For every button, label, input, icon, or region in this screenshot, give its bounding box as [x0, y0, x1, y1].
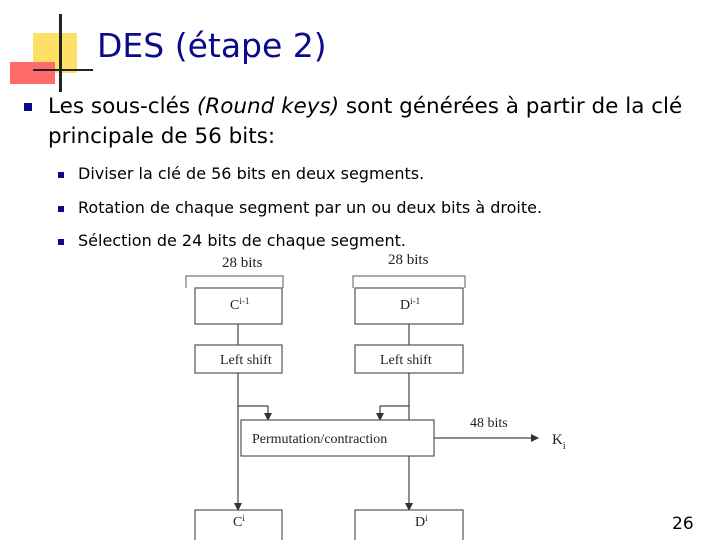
- output-bits-label: 48 bits: [470, 416, 508, 431]
- output-key-label: [552, 432, 566, 452]
- output-key-letter: K: [552, 432, 563, 448]
- c-next-letter: C: [233, 515, 243, 530]
- d-next-superscript: i: [425, 513, 428, 523]
- c-prev-superscript: i-1: [239, 296, 250, 306]
- d-next-letter: D: [415, 515, 426, 530]
- d-next-box: [355, 510, 463, 540]
- main-bullet-part2: sont générées à partir de la clé principale de 56 bits:: [48, 94, 683, 149]
- page-number: 26: [672, 514, 694, 534]
- output-key-subscript: i: [562, 441, 566, 452]
- d-prev-superscript: i-1: [410, 296, 421, 306]
- right-input-bits-label: 28 bits: [388, 252, 429, 268]
- sub-bullet-2: Rotation de chaque segment par un ou deux bits à droite.: [78, 198, 543, 217]
- left-input-bracket: [186, 276, 283, 288]
- d-prev-letter: D: [400, 298, 411, 313]
- main-bullet-italic: (Round keys): [196, 94, 340, 119]
- permutation-contraction-label: Permutation/contraction: [252, 432, 388, 447]
- sub-bullet-3: Sélection de 24 bits de chaque segment.: [78, 231, 406, 250]
- slide-title: DES (étape 2): [97, 26, 327, 65]
- left-input-bits-label: 28 bits: [222, 255, 263, 271]
- main-bullet-part1: Les sous-clés: [48, 94, 197, 119]
- c-next-superscript: i: [242, 513, 245, 523]
- sub-bullet-1: Diviser la clé de 56 bits en deux segments.: [78, 164, 425, 183]
- left-shift-label-c: Left shift: [220, 353, 272, 368]
- left-shift-label-d: Left shift: [380, 353, 432, 368]
- right-input-bracket: [353, 276, 465, 288]
- c-prev-letter: C: [230, 298, 240, 313]
